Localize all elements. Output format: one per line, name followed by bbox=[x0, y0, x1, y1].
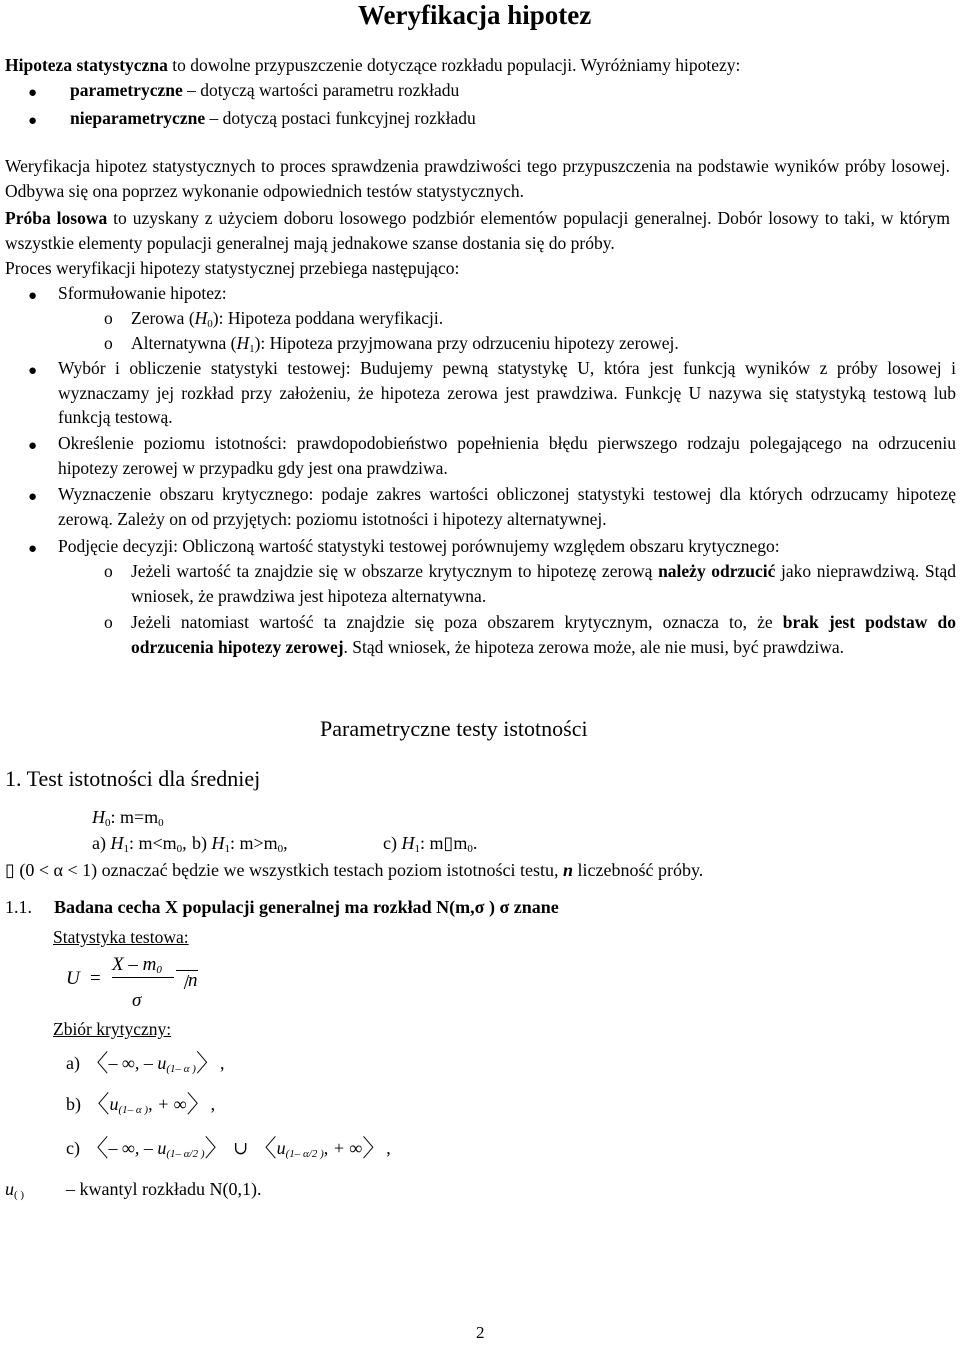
h0-symbol: H bbox=[92, 807, 105, 827]
bullet-icon: ● bbox=[28, 85, 38, 101]
no-reject-post: . Stąd wniosek, że hipoteza zerowa może, ale nie musi, być prawdziwa. bbox=[343, 636, 845, 657]
critical-region-label: Zbiór krytyczny: bbox=[53, 1019, 172, 1039]
sample-term: Próba losowa bbox=[5, 208, 108, 228]
null-hypothesis bbox=[92, 805, 164, 830]
alt-a-rel: : m<m bbox=[128, 833, 177, 853]
crit-b-label: b) bbox=[66, 1094, 81, 1114]
bullet-icon: ● bbox=[28, 489, 38, 505]
angle-open-icon: 〈 bbox=[252, 1136, 277, 1162]
step-formulation: Sformułowanie hipotez: bbox=[58, 283, 227, 303]
decision-no-reject bbox=[131, 610, 956, 659]
alt-a-sub2: 0 bbox=[176, 843, 183, 855]
alt-b-end: , bbox=[283, 833, 288, 853]
step-h0 bbox=[131, 306, 956, 331]
intro-rest: to dowolne przypuszczenie dotyczące rozkładu populacji. Wyróżniamy hipotezy: bbox=[167, 55, 741, 75]
reject-bold: należy odrzucić bbox=[658, 561, 776, 581]
page-number: 2 bbox=[476, 1323, 485, 1342]
critical-c bbox=[66, 1136, 391, 1162]
alt-c-sub2: 0 bbox=[467, 843, 473, 855]
sqrt-icon bbox=[176, 969, 198, 994]
alt-c-rel: : m bbox=[419, 833, 444, 853]
circle-bullet-icon: o bbox=[104, 612, 113, 632]
angle-close-icon: 〉 bbox=[195, 1051, 220, 1077]
alt-c-label: c) bbox=[383, 833, 402, 853]
critical-a bbox=[66, 1051, 224, 1077]
critical-b bbox=[66, 1092, 215, 1118]
alt-c-sub: 1 bbox=[414, 843, 420, 855]
crit-a-body: – ∞, – u bbox=[108, 1053, 167, 1073]
alpha-end: liczebność próby. bbox=[573, 860, 704, 880]
intro-term: Hipoteza statystyczna bbox=[5, 55, 168, 75]
h0-post: ): Hipoteza poddana weryfikacji. bbox=[212, 308, 444, 328]
case-text: Badana cecha X populacji generalnej ma rozkład N(m, bbox=[54, 897, 475, 917]
h1-sub: 1 bbox=[249, 343, 255, 355]
reject-post: jako nieprawdziwą. Stąd wniosek, że prawdziwa jest hipoteza alternatywna. bbox=[131, 561, 957, 606]
union-icon: ∪ bbox=[232, 1138, 249, 1158]
alt-a-symbol: H bbox=[110, 833, 124, 853]
quantile-u: u bbox=[5, 1179, 14, 1199]
case-close: ) bbox=[484, 897, 500, 917]
bullet-icon: ● bbox=[28, 113, 38, 129]
crit-c-body2: u bbox=[276, 1138, 286, 1158]
alt-a bbox=[92, 831, 187, 856]
circle-bullet-icon: o bbox=[104, 333, 113, 353]
test-statistic-formula bbox=[66, 955, 226, 1015]
no-reject-bold: brak jest podstaw do odrzucenia hipotezy zerowej bbox=[131, 612, 956, 657]
alpha-text: oznaczać będzie we wszystkich testach poziom istotności testu, bbox=[97, 860, 563, 880]
formula-eq: = bbox=[90, 968, 101, 989]
type-term: nieparametryczne bbox=[70, 108, 206, 128]
h0-sub2: 0 bbox=[158, 817, 164, 829]
reject-pre: Jeżeli wartość ta znajdzie się w obszarze krytycznym to hipotezę zerową bbox=[131, 561, 659, 581]
step-significance: Określenie poziomu istotności: prawdopodobieństwo popełnienia błędu pierwszego rodzaju polegającego na odrzuceniu hipotezy zerowej w przypadku gdy jest ona prawdziwa. bbox=[58, 433, 956, 478]
bullet-icon: ● bbox=[28, 541, 38, 557]
h1-symbol: H bbox=[236, 333, 250, 353]
crit-c-sub1: (1– α/2 ) bbox=[166, 1148, 205, 1160]
h0-eq: : m=m bbox=[110, 807, 159, 827]
alt-b-label: b) bbox=[192, 833, 212, 853]
formula-denominator: σ bbox=[132, 990, 142, 1011]
angle-open-icon: 〈 bbox=[84, 1136, 109, 1162]
alt-c-m: m bbox=[453, 833, 468, 853]
process-intro: Proces weryfikacji hipotezy statystycznej przebiega następująco: bbox=[5, 258, 460, 278]
step-h1 bbox=[131, 331, 956, 356]
quantile-sub: ( ) bbox=[14, 1189, 25, 1201]
bullet-icon: ● bbox=[28, 363, 38, 379]
crit-c-comma: , bbox=[386, 1138, 391, 1158]
angle-open-icon: 〈 bbox=[84, 1051, 109, 1077]
alpha-definition bbox=[5, 858, 703, 883]
crit-b-comma: , bbox=[210, 1094, 216, 1114]
angle-close-icon: 〉 bbox=[186, 1092, 211, 1118]
circle-bullet-icon: o bbox=[104, 308, 113, 328]
test-statistic-label: Statystyka testowa: bbox=[53, 927, 189, 947]
alt-b-sub: 1 bbox=[224, 843, 230, 855]
h0-sub: 0 bbox=[105, 817, 111, 829]
not-equal-icon: ▯ bbox=[443, 833, 454, 853]
type-desc: – dotyczą wartości parametru rozkładu bbox=[182, 80, 460, 100]
alt-c-symbol: H bbox=[401, 833, 415, 853]
case-1-1-number: 1.1. bbox=[5, 897, 32, 917]
alt-b-sub2: 0 bbox=[277, 843, 284, 855]
formula-num-text: X – m bbox=[112, 954, 157, 975]
bullet-icon: ● bbox=[28, 438, 38, 454]
sigma-symbol-2: σ bbox=[499, 897, 510, 917]
crit-c-tail: , + ∞ bbox=[323, 1138, 363, 1158]
page-title: Weryfikacja hipotez bbox=[358, 0, 592, 30]
alt-c bbox=[383, 831, 477, 856]
subsection-title: 1. Test istotności dla średniej bbox=[5, 766, 261, 791]
decision-reject bbox=[131, 559, 956, 608]
verification-paragraph: Weryfikacja hipotez statystycznych to proces sprawdzenia prawdziwości tego przypuszczenia na podstawie wyników próby losowej. Odbywa się ona poprzez wykonanie odpowiednich testów statystycznych. bbox=[5, 156, 950, 201]
crit-a-comma: , bbox=[219, 1053, 225, 1073]
h0-symbol: H bbox=[194, 308, 208, 328]
alt-a-end: , bbox=[182, 833, 187, 853]
h1-post: ): Hipoteza przyjmowana przy odrzuceniu hipotezy zerowej. bbox=[254, 333, 679, 353]
n-symbol: n bbox=[563, 860, 574, 880]
step-test-statistic: Wybór i obliczenie statystyki testowej: Budujemy pewną statystykę U, która jest funkcją wyników z próby losowej i wyznaczamy jej rozkład przy założeniu, że hipoteza zerowa jest prawdziwa. Funkcję U nazywa się statystyką testową lub funkcją testową. bbox=[58, 358, 956, 427]
list-item bbox=[70, 106, 476, 131]
type-term: parametryczne bbox=[70, 80, 183, 100]
type-desc: – dotyczą postaci funkcyjnej rozkładu bbox=[205, 108, 476, 128]
crit-c-body1: – ∞, – u bbox=[108, 1138, 167, 1158]
angle-open-icon: 〈 bbox=[85, 1092, 110, 1118]
step-critical-region: Wyznaczenie obszaru krytycznego: podaje zakres wartości obliczonej statystyki testowej dla których odrzucamy hipotezę zerową. Zależy on od przyjętych: poziomu istotności i hipotezy alternatywnej. bbox=[58, 484, 956, 529]
quantile-note bbox=[5, 1177, 24, 1202]
formula-n: n bbox=[176, 970, 198, 991]
sample-definition bbox=[5, 206, 950, 255]
bullet-icon: ● bbox=[28, 288, 38, 304]
angle-close-icon: 〉 bbox=[362, 1136, 387, 1162]
alt-b bbox=[192, 831, 288, 856]
no-reject-pre: Jeżeli natomiast wartość ta znajdzie się poza obszarem krytycznym, oznacza to, że bbox=[131, 612, 783, 632]
formula-numerator bbox=[112, 953, 162, 978]
formula-u: U bbox=[66, 968, 80, 989]
crit-b-body: u bbox=[109, 1094, 119, 1114]
case-1-1-text bbox=[54, 895, 559, 920]
crit-a-label: a) bbox=[66, 1053, 80, 1073]
sample-rest: to uzyskany z użyciem doboru losowego podzbiór elementów populacji generalnej. Dobór losowy to taki, w którym wszystkie elementy populacji generalnej mają jednakowe szanse dostania się do próby. bbox=[5, 208, 951, 253]
h0-sub: 0 bbox=[207, 318, 213, 330]
angle-close-icon: 〉 bbox=[204, 1136, 229, 1162]
crit-b-sub: (1– α ) bbox=[118, 1104, 149, 1116]
formula-num-sub: 0 bbox=[156, 964, 162, 976]
step-decision: Podjęcie decyzji: Obliczoną wartość statystyki testowej porównujemy względem obszaru krytycznego: bbox=[58, 536, 780, 556]
crit-b-tail: , + ∞ bbox=[148, 1094, 187, 1114]
alt-a-sub: 1 bbox=[123, 843, 129, 855]
list-item bbox=[70, 78, 459, 103]
intro-paragraph bbox=[5, 53, 950, 78]
alt-a-label: a) bbox=[92, 833, 111, 853]
alt-b-symbol: H bbox=[211, 833, 225, 853]
fraction-bar bbox=[112, 977, 174, 978]
alpha-condition: (0 < α < 1) bbox=[14, 860, 98, 880]
alt-b-rel: : m>m bbox=[230, 833, 278, 853]
alpha-symbol-icon: ▯ bbox=[5, 860, 15, 880]
section-title: Parametryczne testy istotności bbox=[320, 716, 588, 741]
sigma-symbol: σ bbox=[474, 897, 485, 917]
h0-pre: Zerowa ( bbox=[131, 308, 195, 328]
h1-pre: Alternatywna ( bbox=[131, 333, 237, 353]
case-known: znane bbox=[509, 897, 559, 917]
circle-bullet-icon: o bbox=[104, 561, 113, 581]
crit-c-sub2: (1– α/2 ) bbox=[285, 1148, 324, 1160]
alt-c-end: . bbox=[472, 833, 478, 853]
crit-c-label: c) bbox=[66, 1138, 80, 1158]
quantile-text: – kwantyl rozkładu N(0,1). bbox=[66, 1179, 262, 1199]
crit-a-sub: (1– α ) bbox=[166, 1063, 196, 1075]
